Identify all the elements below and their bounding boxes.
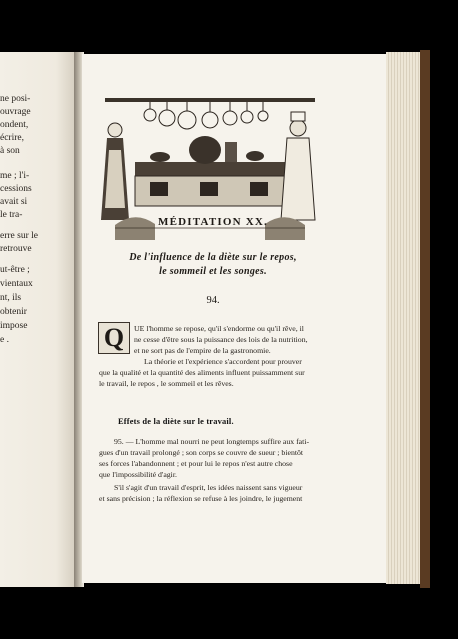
page-edges [386,52,421,584]
left-page-text-line: e . [0,335,9,345]
paragraph-line: ses forces l'abandonnent ; et pour lui le repos n'est autre chose [99,459,293,468]
left-page-text-line: ondent, [0,120,29,130]
left-page-text-line: avait si [0,197,28,207]
paragraph-line: gues d'un travail prolongé ; son corps se couvre de sueur ; bientôt [99,448,304,457]
left-page-text-line: impose [0,321,28,331]
section-heading: Effets de la diète sur le travail. [118,417,234,426]
left-page-text-line: me ; l'i- [0,171,30,181]
drop-cap: Q [98,322,130,354]
left-page-text-line: erre sur le [0,231,38,241]
paragraph-line: ne cesse d'être sous la puissance des lois de la nutrition, [134,335,308,344]
paragraph-line: S'il s'agit d'un travail d'esprit, les idées naissent sans vigueur [114,483,303,492]
paragraph-line: 95. — L'homme mal nourri ne peut longtemps suffire aux fati- [114,437,310,446]
left-page-text-line: cessions [0,184,32,194]
paragraph-line: et sans précision ; la réflexion se refuse à les joindre, le jugement [99,494,303,503]
chapter-subtitle-line-2: le sommeil et les songes. [159,266,267,277]
left-page-text-line: ne posi- [0,94,31,104]
left-page-text-line: obtenir [0,307,27,317]
chapter-subtitle-line-1: De l'influence de la diète sur le repos, [129,252,297,263]
section-number-94: 94. [206,295,220,306]
paragraph-line: La théorie et l'expérience s'accordent pour prouver [144,357,302,366]
left-page-text-line: écrire, [0,133,24,143]
paragraph-line: que l'impossibilité d'agir. [99,470,177,479]
paragraph-line: que la qualité et la quantité des aliments influent puissamment sur [99,368,305,377]
paragraph-line: le travail, le repos , le sommeil et les rêves. [99,379,234,388]
left-page-text-line: à son [0,146,20,156]
left-page-text-line: ut-être ; [0,265,30,275]
chapter-title: MÉDITATION XX. [158,216,268,228]
paragraph-line: et ne sort pas de l'empire de la gastronomie. [134,346,271,355]
left-page-text-line: ouvrage [0,107,31,117]
left-page-text-line: nt, ils [0,293,22,303]
left-page-text-line: vientaux [0,279,33,289]
left-page-text-line: le tra- [0,210,23,220]
paragraph-line: UE l'homme se repose, qu'il s'endorme ou qu'il rêve, il [134,324,304,333]
left-page-text-line: retrouve [0,244,32,254]
left-page [0,52,80,587]
book-cover-edge [420,50,430,588]
